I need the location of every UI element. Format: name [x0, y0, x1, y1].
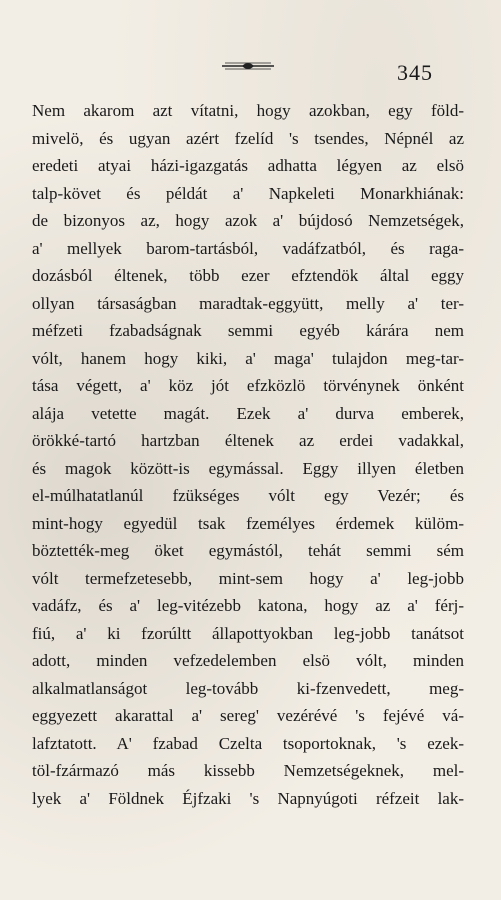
text-line: de bizonyos az, hogy azok a' bújdosó Nemzetségek,	[32, 211, 464, 230]
text-line: vólt termefzetesebb, mint-sem hogy a' leg-jobb	[32, 568, 464, 588]
text-line: és magok között-is egymással. Eggy illyen életben	[32, 458, 464, 478]
text-line: méfzeti fzabadságnak semmi egyéb kárára nem	[32, 321, 464, 340]
text-line: el-múlhatatlanúl fzükséges vólt egy Vezér; és	[32, 486, 464, 505]
text-line: vadáfz, és a' leg-vitézebb katona, hogy az a' férj-	[32, 596, 464, 615]
text-line: lafztatott. A' fzabad Czelta tsoportoknak, 's ezek-	[32, 733, 464, 753]
text-line: alája vetette magát. Ezek a' durva emberek,	[32, 403, 464, 423]
text-line: mint-hogy egyedül tsak fzemélyes érdemek külöm-	[32, 513, 464, 533]
ornament-rule-icon	[222, 60, 274, 72]
text-line: vólt, hanem hogy kiki, a' maga' tulajdon meg-tar-	[32, 348, 464, 368]
body-text	[32, 97, 464, 812]
text-line: lyek a' Földnek Éjfzaki 's Napnyúgoti réfzeit lak-	[32, 788, 464, 808]
text-line: böztették-meg öket egymástól, tehát semmi sém	[32, 541, 464, 560]
text-line: tása végett, a' köz jót efzközlö törvénynek önként	[32, 376, 464, 395]
text-line: dozásból éltenek, több ezer efztendök által eggy	[32, 266, 464, 285]
text-line: talp-követ és példát a' Napkeleti Monarkhiának:	[32, 183, 464, 203]
text-line: örökké-tartó hartzban éltenek az erdei vadakkal,	[32, 431, 464, 450]
text-line: eredeti atyai házi-igazgatás adhatta légyen az elsö	[32, 156, 464, 175]
text-line: ollyan társaságban maradtak-eggyütt, melly a' ter-	[32, 293, 464, 313]
page-number: 345	[397, 60, 433, 85]
text-line: mivelö, és ugyan azért fzelíd 's tsendes, Népnél az	[32, 128, 464, 148]
text-line: fiú, a' ki fzorúltt állapottyokban leg-jobb tanátsot	[32, 623, 464, 643]
text-line: a' mellyek barom-tartásból, vadáfzatból, és raga-	[32, 238, 464, 258]
text-line: töl-fzármazó más kissebb Nemzetségeknek, mel-	[32, 761, 464, 780]
text-line: adott, minden vefzedelemben elsö vólt, minden	[32, 651, 464, 670]
text-line: eggyezett akarattal a' sereg' vezérévé 's fejévé vá-	[32, 706, 464, 725]
text-line: Nem akarom azt vítatni, hogy azokban, egy föld-	[32, 101, 464, 120]
text-line: alkalmatlanságot leg-tovább ki-fzenvedett, meg-	[32, 678, 464, 698]
